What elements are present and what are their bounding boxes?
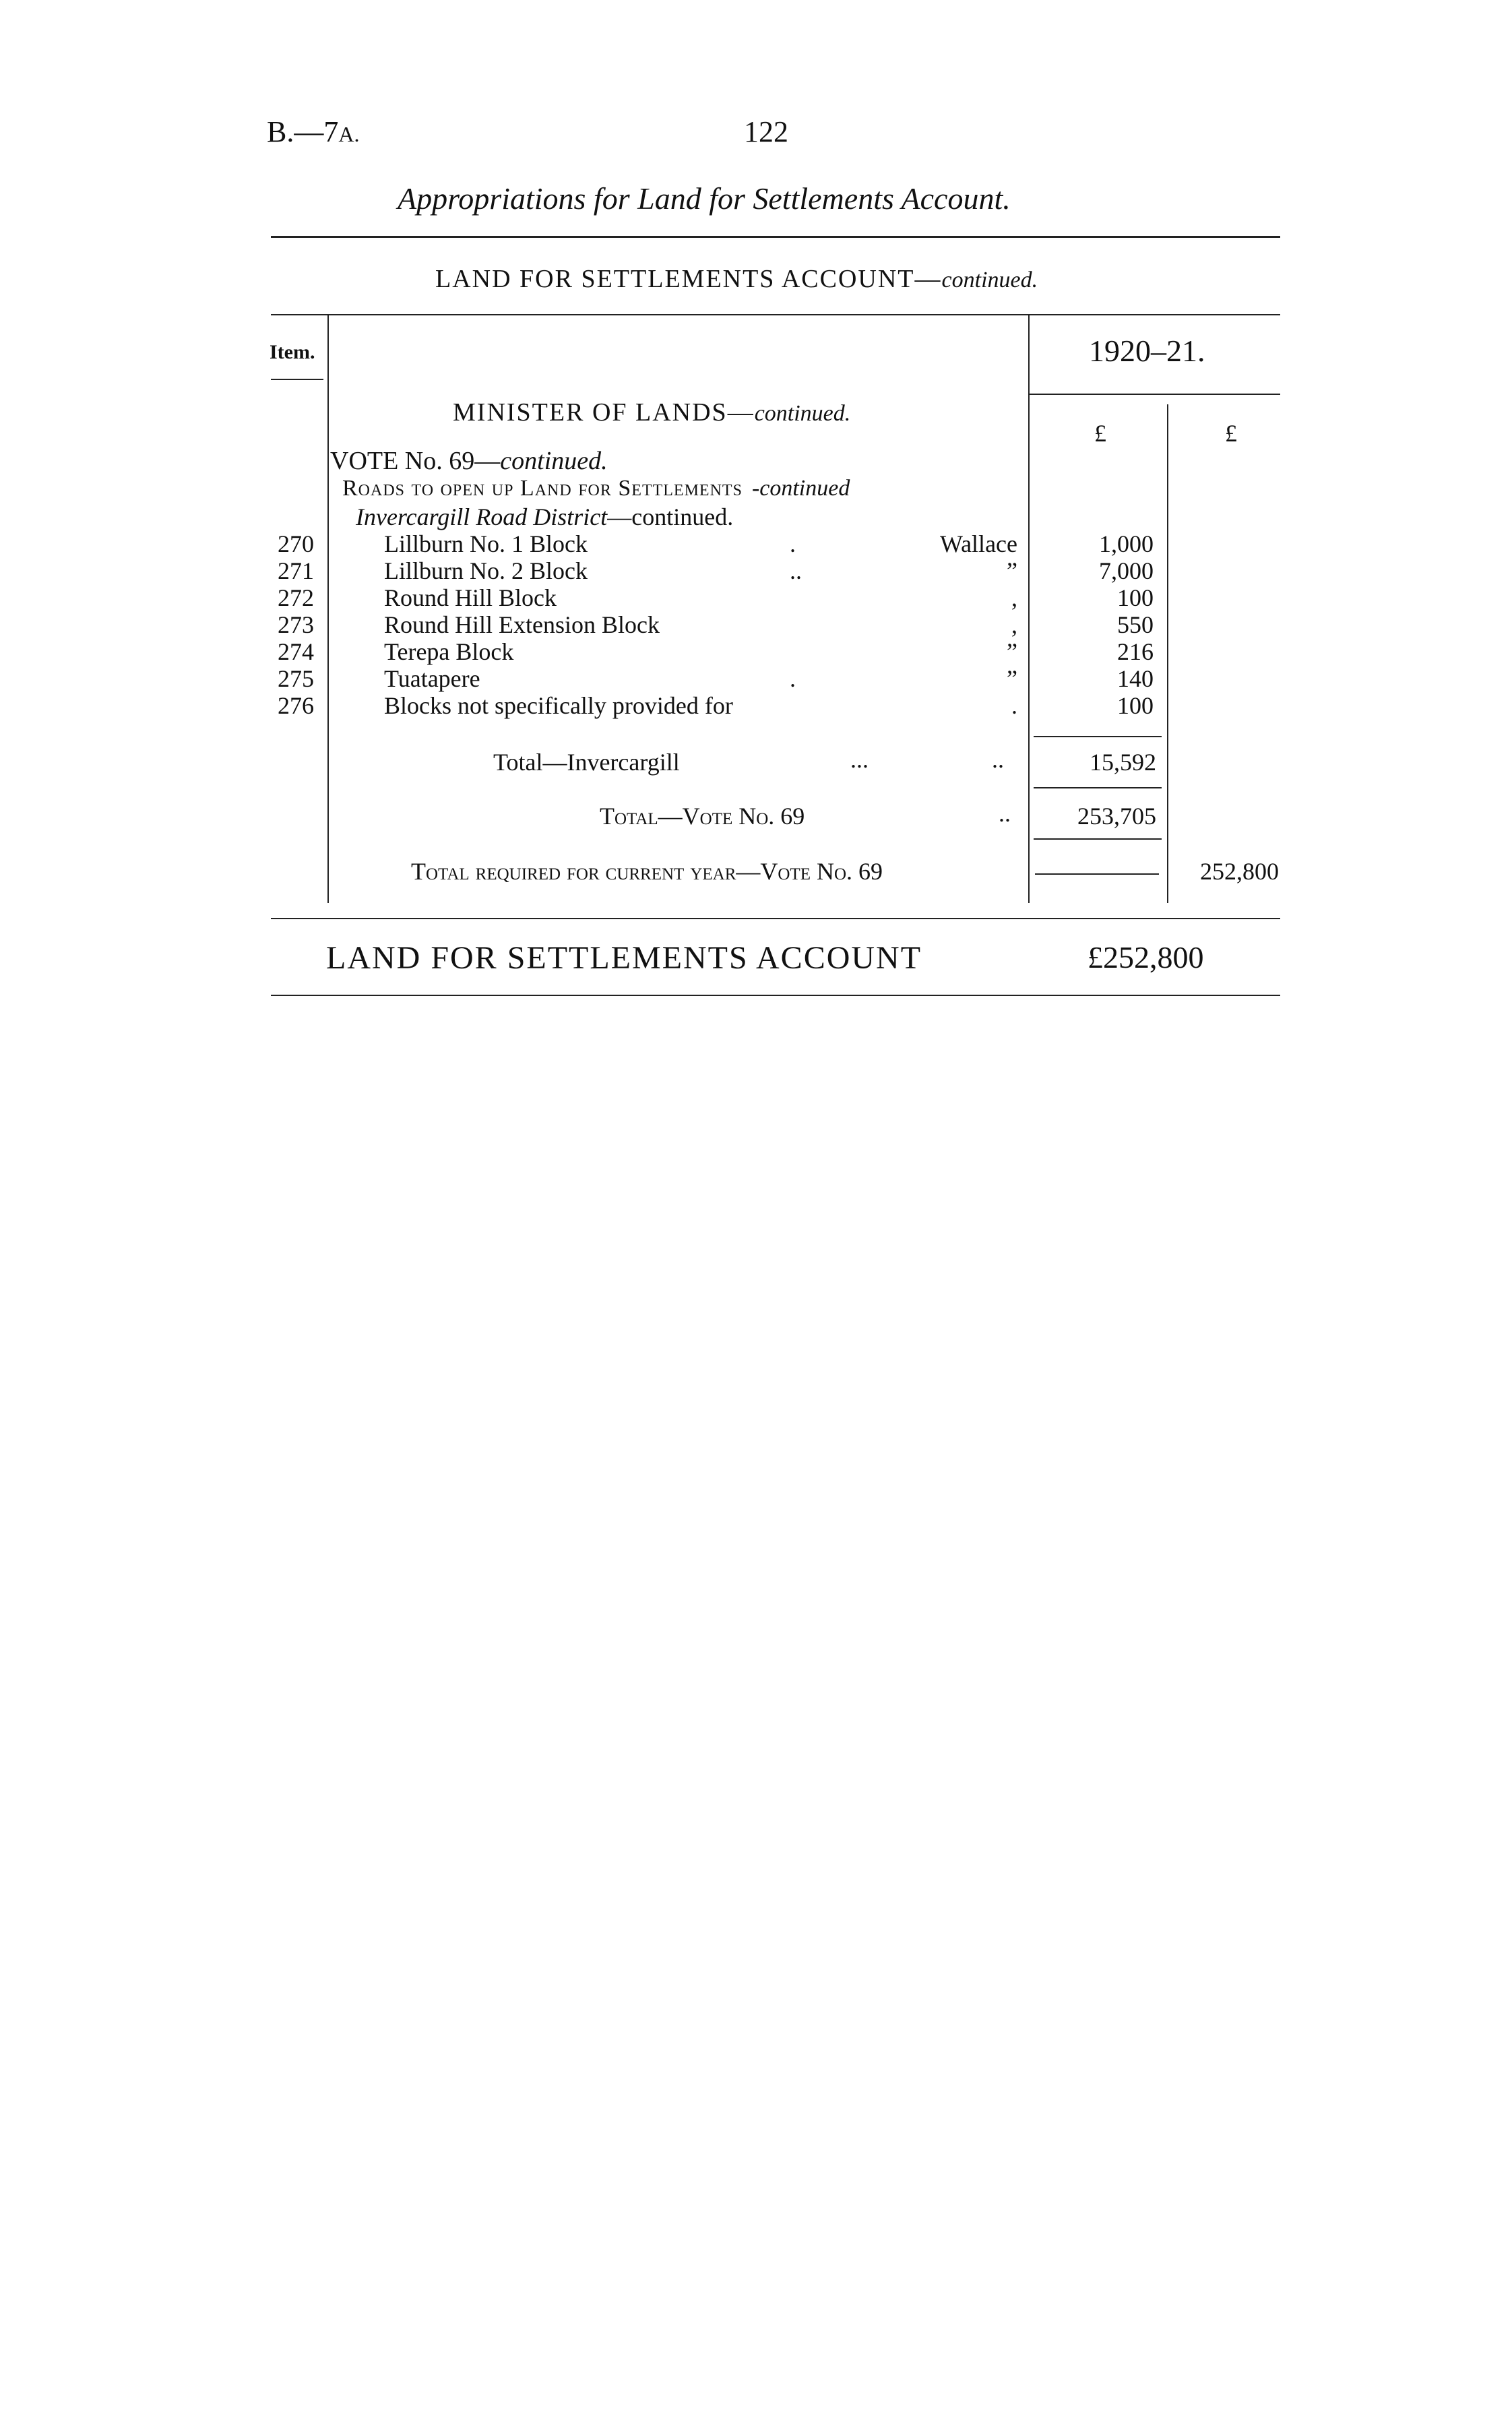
- subhead: [342, 476, 850, 501]
- subhead-suffix: -continued: [751, 476, 850, 501]
- row-item-number: 272: [278, 584, 314, 611]
- rule-vertical-amount: [1028, 315, 1030, 903]
- minister-heading: [453, 398, 850, 427]
- rule-subtotal-2: [1034, 787, 1162, 788]
- row-item-number: 271: [278, 557, 314, 584]
- row-amount: 7,000: [1099, 557, 1154, 584]
- row-name: Lillburn No. 1 Block: [384, 530, 588, 557]
- table-heading-main: LAND FOR SETTLEMENTS ACCOUNT—: [435, 265, 942, 293]
- total-required-text: Total required for current year—Vote No. 69: [411, 858, 883, 885]
- total-invercargill-label: Total—Invercargill: [493, 749, 680, 776]
- row-amount: 100: [1117, 692, 1154, 719]
- total-required-label: [411, 857, 883, 886]
- table-heading-suffix: continued.: [941, 268, 1038, 292]
- row-amount: 140: [1117, 665, 1154, 692]
- page-number: 122: [744, 115, 788, 148]
- rule-table-top: [271, 314, 1280, 315]
- row-item-number: 273: [278, 611, 314, 638]
- rule-vote-total: [1034, 838, 1162, 840]
- total-invercargill-leader-2: ..: [992, 746, 1004, 773]
- vote-heading: [330, 446, 608, 476]
- subhead-main: Roads to open up Land for Settlements: [342, 476, 743, 501]
- row-district: ”: [1007, 665, 1017, 692]
- district-heading: [356, 503, 733, 531]
- vote-heading-suffix: continued.: [500, 447, 608, 475]
- row-item-number: 275: [278, 665, 314, 692]
- row-leader: .: [790, 665, 796, 692]
- row-district: Wallace: [939, 530, 1017, 557]
- page-code-sub: A.: [338, 122, 360, 146]
- total-required-amount: 252,800: [1200, 858, 1279, 885]
- year-column-header: 1920–21.: [1089, 334, 1205, 368]
- minister-heading-main: MINISTER OF LANDS—: [453, 398, 755, 427]
- footer-label: LAND FOR SETTLEMENTS ACCOUNT: [326, 940, 922, 976]
- year-header-underline: [1030, 394, 1280, 395]
- total-vote-amount: 253,705: [1077, 803, 1156, 830]
- item-header-underline: [271, 379, 323, 380]
- rule-vertical-item: [327, 315, 329, 903]
- row-leader: ..: [790, 557, 802, 584]
- row-name: Lillburn No. 2 Block: [384, 557, 588, 584]
- row-item-number: 270: [278, 530, 314, 557]
- page-code: [267, 115, 359, 149]
- row-district: ”: [1007, 638, 1017, 665]
- row-item-number: 276: [278, 692, 314, 719]
- total-vote-leader: ..: [999, 800, 1011, 827]
- total-invercargill-leader: ...: [850, 746, 869, 773]
- district-heading-main: Invercargill Road District: [356, 503, 608, 530]
- minister-heading-suffix: continued.: [754, 401, 851, 426]
- district-heading-suffix: —continued.: [607, 503, 734, 530]
- rule-required-dash: [1035, 873, 1159, 875]
- currency-right: £: [1225, 420, 1237, 447]
- row-amount: 216: [1117, 638, 1154, 665]
- row-amount: 550: [1117, 611, 1154, 638]
- row-leader: .: [790, 530, 796, 557]
- total-invercargill-amount: 15,592: [1090, 749, 1156, 776]
- row-name: Terepa Block: [384, 638, 514, 665]
- item-column-header: Item.: [270, 341, 315, 363]
- row-item-number: 274: [278, 638, 314, 665]
- rule-footer-top: [271, 918, 1280, 919]
- row-district: ,: [1011, 584, 1017, 611]
- row-amount: 1,000: [1099, 530, 1154, 557]
- row-name: Blocks not specifically provided for: [384, 692, 733, 719]
- table-heading: [435, 264, 1038, 294]
- footer-amount: £252,800: [1088, 940, 1204, 974]
- row-district: ”: [1007, 557, 1017, 584]
- total-vote-label: [600, 802, 805, 830]
- row-district: .: [1011, 692, 1017, 719]
- running-title: Appropriations for Land for Settlements Account.: [398, 181, 1011, 216]
- row-district: ,: [1011, 611, 1017, 638]
- row-name: Round Hill Block: [384, 584, 557, 611]
- rule-subtotal: [1034, 736, 1162, 737]
- vote-heading-main: VOTE No. 69—: [330, 447, 501, 475]
- row-amount: 100: [1117, 584, 1154, 611]
- currency-left: £: [1094, 420, 1106, 447]
- rule-footer-bottom: [271, 995, 1280, 996]
- page-code-main: B.—7: [267, 115, 339, 148]
- rule-vertical-total: [1167, 404, 1168, 903]
- row-name: Round Hill Extension Block: [384, 611, 660, 638]
- rule-top: [271, 236, 1280, 238]
- row-name: Tuatapere: [384, 665, 480, 692]
- total-vote-text: Total—Vote No. 69: [600, 803, 805, 830]
